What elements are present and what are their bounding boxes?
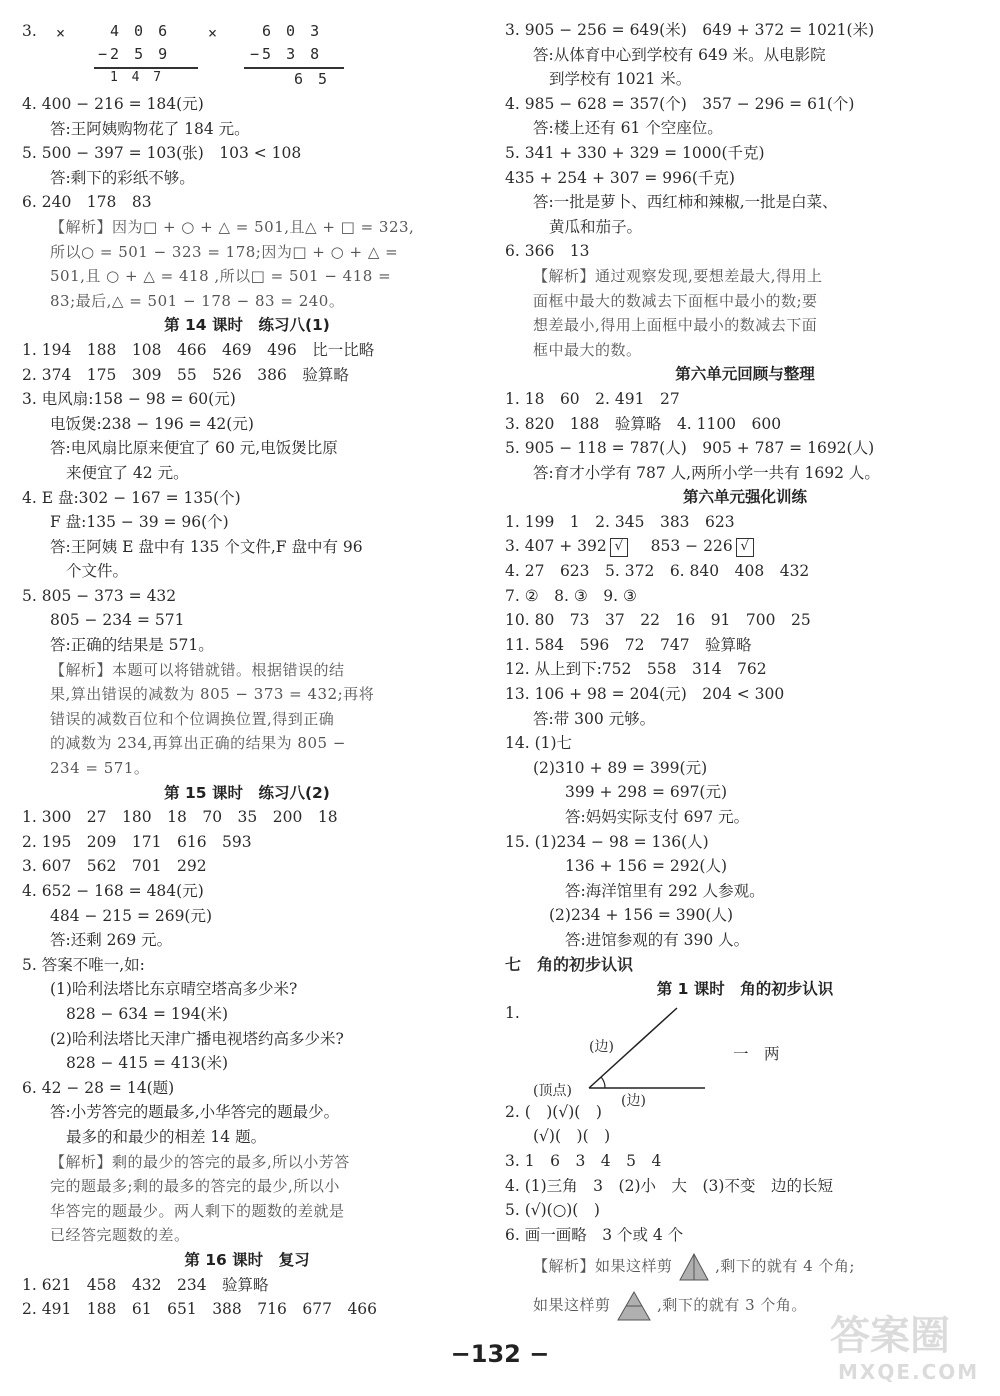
answer-line: 1. 18 60 2. 491 27 (505, 389, 680, 408)
answer-line: 4. E 盘:302 − 167 = 135(个) (22, 488, 241, 507)
answer-line: 答:进馆参观的有 390 人。 (565, 930, 750, 949)
answer-line: (2)哈利法塔比天津广播电视塔约高多少米? (50, 1029, 344, 1048)
answer-line: 黄瓜和茄子。 (549, 217, 643, 236)
analysis-line: 【解析】剩的最少的答完的最多,所以小芳答 (50, 1152, 350, 1171)
answer-line: (√)( )( ) (533, 1127, 611, 1146)
answer-line: 5. 500 − 397 = 103(张) 103 < 108 (22, 144, 302, 163)
answer-line: 136 + 156 = 292(人) (565, 857, 728, 876)
answer-line: 4. 652 − 168 = 484(元) (22, 882, 204, 900)
answer-line: 最多的和最少的相差 14 题。 (66, 1127, 267, 1146)
minuend-a: 4 0 6 (110, 22, 171, 40)
answer-line: 答:从体育中心到学校有 649 米。从电影院 (533, 45, 826, 64)
analysis-line: 错误的减数百位和个位调换位置,得到正确 (50, 709, 335, 728)
answer-line: 2. ( )(√)( ) (505, 1102, 602, 1121)
answer-line: 1. 199 1 2. 345 383 623 (505, 512, 735, 531)
multiply-sign: × (208, 24, 218, 42)
question-number: 1. (505, 1003, 520, 1022)
answer-line: 答:剩下的彩纸不够。 (50, 168, 195, 187)
answer-line: 828 − 415 = 413(米) (66, 1054, 229, 1073)
analysis-line: 234 = 571。 (50, 759, 150, 778)
watermark-text: 答案圈 (830, 1313, 950, 1359)
analysis-text: 如果这样剪 (533, 1296, 611, 1315)
answer-line: 14. (1)七 (505, 734, 573, 753)
section-heading: 第六单元回顾与整理 (675, 365, 815, 384)
answer-line: 828 − 634 = 194(米) (66, 1004, 229, 1023)
angle-figure (505, 1002, 985, 1109)
question-number: 3. (22, 22, 37, 40)
answer-line: 3. 1 6 3 4 5 4 (505, 1151, 662, 1170)
answer-line: 3. 电风扇:158 − 98 = 60(元) (22, 390, 236, 409)
answer-line: 电饭煲:238 − 196 = 42(元) (50, 414, 254, 433)
analysis-text: ,剩下的就有 4 个角; (715, 1257, 855, 1276)
analysis-line: 华答完的题最少。两人剩下的题数的差就是 (50, 1201, 345, 1220)
lesson-heading: 第 14 课时 练习八(1) (164, 316, 330, 335)
equation-text: 3. 407 + 392 (505, 537, 607, 556)
answer-line: 答:王阿姨 E 盘中有 135 个文件,F 盘中有 96 (50, 537, 363, 556)
analysis-line: 面框中最大的数减去下面框中最小的数;要 (533, 291, 818, 310)
analysis-line: 果,算出错误的减数为 805 − 373 = 432;再将 (50, 685, 375, 704)
answer-line: 4. (1)三角 3 (2)小 大 (3)不变 边的长短 (505, 1176, 833, 1195)
answer-line: 435 + 254 + 307 = 996(千克) (505, 168, 735, 187)
answer-line: 805 − 234 = 571 (50, 611, 185, 630)
answer-line: 1. 621 458 432 234 验算略 (22, 1275, 269, 1294)
analysis-line: 框中最大的数。 (533, 340, 642, 359)
answer-line: (2)310 + 89 = 399(元) (533, 758, 708, 777)
answer-line: 3. 905 − 256 = 649(米) 649 + 372 = 1021(米) (505, 21, 875, 39)
page-number: −132 − (450, 1340, 550, 1368)
analysis-text: 【解析】如果这样剪 (533, 1257, 673, 1276)
watermark-url: MXQE.COM (838, 1360, 980, 1384)
answer-line: 4. 400 − 216 = 184(元) (22, 95, 204, 113)
answer-line: 3. 820 188 验算略 4. 1100 600 (505, 414, 782, 433)
answer-line: 答:还剩 269 元。 (50, 931, 173, 950)
answer-line: 2. 491 188 61 651 388 716 677 466 (22, 1300, 378, 1319)
left-column (22, 18, 472, 1322)
answer-line: 到学校有 1021 米。 (549, 70, 692, 89)
answer-line: 答:海洋馆里有 292 人参观。 (565, 881, 765, 900)
answer-line: 5. 805 − 373 = 432 (22, 586, 177, 605)
chapter-heading: 七 角的初步认识 (505, 954, 634, 974)
analysis-line (505, 1247, 985, 1285)
answer-line: 6. 42 − 28 = 14(题) (22, 1078, 175, 1097)
difference-b: 6 5 (294, 70, 331, 88)
answer-line: 5. 341 + 330 + 329 = 1000(千克) (505, 143, 765, 162)
check-box: √ (736, 538, 754, 557)
answer-line: 6. 366 13 (505, 242, 590, 261)
answer-line: 7. ② 8. ③ 9. ③ (505, 586, 637, 605)
answer-line: 1. 194 188 108 466 469 496 比一比略 (22, 340, 375, 359)
subtrahend-a: −2 5 9 (98, 45, 171, 63)
answer-line: 484 − 215 = 269(元) (50, 906, 213, 925)
answer-line: 3. 607 562 701 292 (22, 857, 207, 876)
answer-line: 2. 195 209 171 616 593 (22, 832, 252, 851)
lesson-heading: 第 16 课时 复习 (184, 1250, 310, 1269)
answer-line: 答:小芳答完的题最多,小华答完的题最少。 (50, 1103, 340, 1122)
triangle-cut-icon (616, 1290, 652, 1322)
answer-line: 答:妈妈实际支付 697 元。 (565, 808, 750, 826)
answer-line: 来便宜了 42 元。 (66, 463, 189, 482)
analysis-text: ,剩下的就有 3 个角。 (657, 1296, 807, 1315)
answer-line: 答:正确的结果是 571。 (50, 636, 214, 655)
answer-line: 答:王阿姨购物花了 184 元。 (50, 119, 250, 138)
answer-line: 399 + 298 = 697(元) (565, 783, 728, 802)
answer-line: 10. 80 73 37 22 16 91 700 25 (505, 611, 811, 630)
rule-b (244, 67, 344, 69)
difference-a: 1 4 7 (110, 70, 165, 85)
answer-line: 6. 画一画略 3 个或 4 个 (505, 1225, 684, 1244)
answer-line: 4. 27 623 5. 372 6. 840 408 432 (505, 562, 810, 581)
answer-line: 答:一批是萝卜、西红柿和辣椒,一批是白菜、 (533, 193, 838, 212)
analysis-line: 已经答完题数的差。 (50, 1226, 190, 1245)
answer-line: 答:育才小学有 787 人,两所小学一共有 1692 人。 (533, 463, 880, 482)
answer-line: (2)234 + 156 = 390(人) (549, 906, 733, 925)
answer-line: 6. 240 178 83 (22, 193, 152, 212)
answer-line: 1. 300 27 180 18 70 35 200 18 (22, 808, 338, 827)
analysis-line: 83;最后,△ = 501 − 178 − 83 = 240。 (50, 291, 345, 310)
answer-line: F 盘:135 − 39 = 96(个) (50, 513, 229, 532)
triangle-cut-icon (678, 1252, 710, 1282)
analysis-line: 【解析】因为□ + ○ + △ = 501,且△ + □ = 323, (50, 217, 415, 236)
answer-line: 11. 584 596 72 747 验算略 (505, 635, 752, 654)
answer-line: 5. (√)(○)( ) (505, 1201, 600, 1220)
analysis-line: 【解析】通过观察发现,要想差最大,得用上 (533, 266, 823, 285)
answer-line: 4. 985 − 628 = 357(个) 357 − 296 = 61(个) (505, 94, 855, 113)
minuend-b: 6 0 3 (262, 22, 323, 40)
analysis-line: 所以○ = 501 − 323 = 178;因为□ + ○ + △ = (50, 242, 399, 261)
answer-line: 2. 374 175 309 55 526 386 验算略 (22, 365, 349, 384)
check-box: √ (610, 538, 628, 557)
side-label: (边) (589, 1038, 614, 1055)
answer-line: 个文件。 (66, 562, 129, 581)
answer-line: 15. (1)234 − 98 = 136(人) (505, 832, 709, 851)
analysis-line: 的减数为 234,再算出正确的结果为 805 − (50, 734, 346, 753)
side-label: (边) (621, 1092, 646, 1109)
section-heading: 第六单元强化训练 (682, 488, 807, 507)
subtrahend-b: −5 3 8 (250, 45, 323, 63)
lesson-heading: 第 15 课时 练习八(2) (164, 783, 330, 802)
vertical-subtraction (22, 18, 472, 92)
analysis-line: 完的题最多;剩的最多的答完的最少,所以小 (50, 1177, 340, 1196)
analysis-line: 【解析】本题可以将错就错。根据错误的结 (50, 660, 345, 679)
analysis-line: 501,且 ○ + △ = 418 ,所以□ = 501 − 418 = (50, 267, 392, 286)
vertex-side-count: 一 两 (733, 1044, 780, 1063)
analysis-line: 想差最小,得用上面框中最小的数减去下面 (533, 316, 818, 335)
rule-a (94, 67, 198, 69)
lesson-heading: 第 1 课时 角的初步认识 (656, 980, 834, 999)
checked-equations (505, 534, 985, 559)
multiply-sign: × (56, 24, 66, 42)
answer-line: (1)哈利法塔比东京晴空塔高多少米? (50, 980, 298, 999)
answer-line: 答:电风扇比原来便宜了 60 元,电饭煲比原 (50, 439, 338, 458)
answer-line: 答:楼上还有 61 个空座位。 (533, 119, 723, 138)
answer-line: 5. 答案不唯一,如: (22, 955, 145, 974)
vertex-label: (顶点) (533, 1082, 572, 1099)
answer-line: 答:带 300 元够。 (533, 709, 656, 728)
equation-text: 853 − 226 (650, 537, 733, 556)
right-column (505, 18, 985, 1325)
answer-line: 12. 从上到下:752 558 314 762 (505, 660, 767, 679)
watermark (820, 1300, 995, 1390)
answer-line: 5. 905 − 118 = 787(人) 905 + 787 = 1692(人) (505, 439, 875, 458)
answer-line: 13. 106 + 98 = 204(元) 204 < 300 (505, 685, 785, 704)
